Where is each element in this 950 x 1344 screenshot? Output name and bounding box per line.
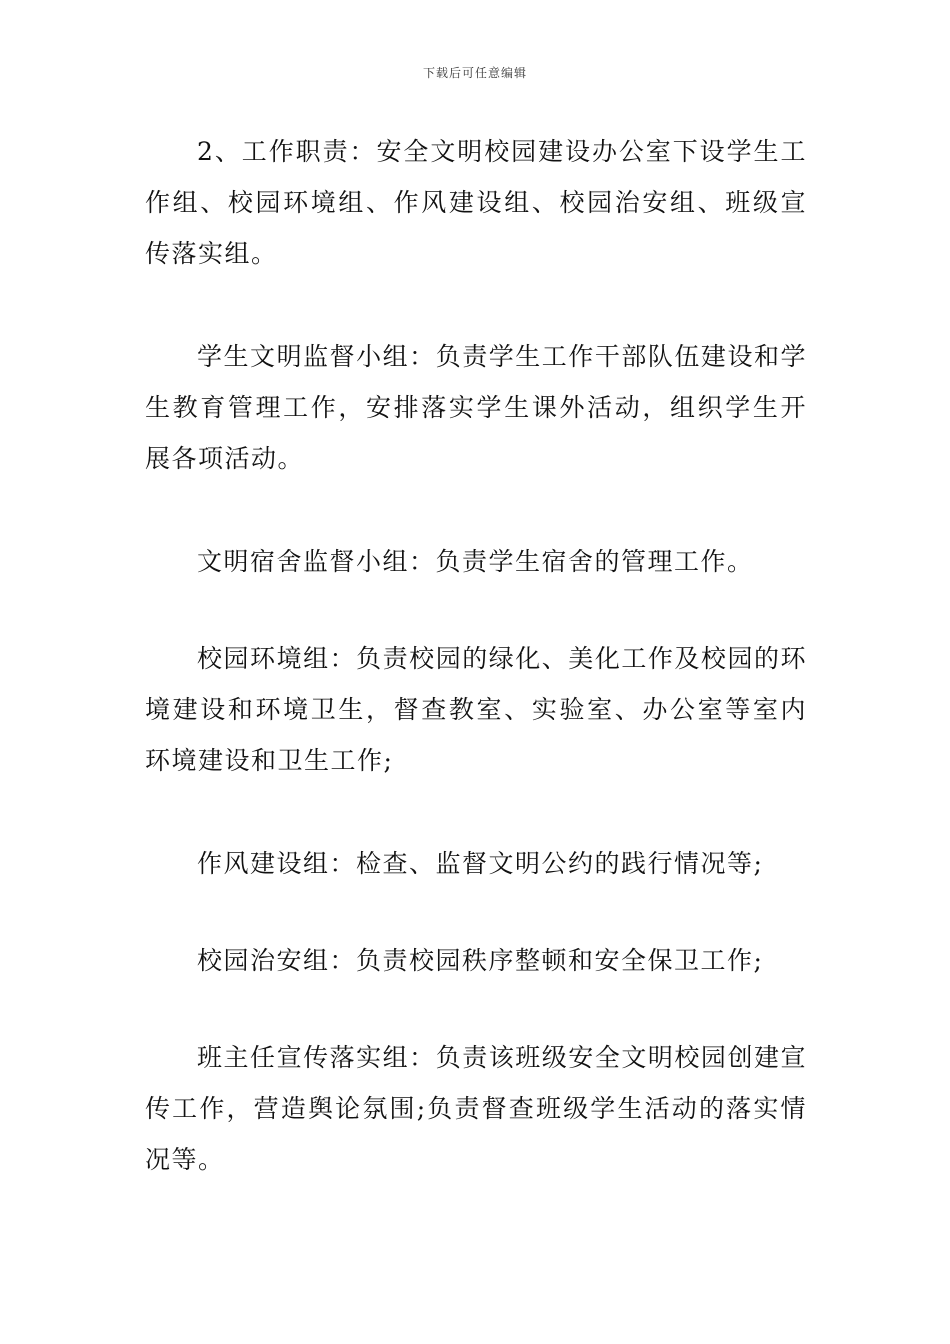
paragraph-dormitory-group: 文明宿舍监督小组：负责学生宿舍的管理工作。 <box>197 547 754 576</box>
document-body <box>145 126 807 1237</box>
paragraph-campus-environment-group: 校园环境组：负责校园的绿化、美化工作及校园的环境建设和环境卫生，督查教室、实验室、办公室等室内环境建设和卫生工作; <box>145 644 807 775</box>
paragraph-conduct-group: 作风建设组：检查、监督文明公约的践行情况等; <box>197 849 764 878</box>
paragraph-student-civility-group: 学生文明监督小组：负责学生工作干部队伍建设和学生教育管理工作，安排落实学生课外活动，组织学生开展各项活动。 <box>145 342 807 473</box>
page-header-note: 下载后可任意编辑 <box>422 66 527 80</box>
paragraph-security-group: 校园治安组：负责校园秩序整顿和安全保卫工作; <box>197 946 764 975</box>
paragraph-class-publicity-group: 班主任宣传落实组：负责该班级安全文明校园创建宣传工作，营造舆论氛围;负责督查班级学生活动的落实情况等。 <box>145 1043 807 1174</box>
paragraph-duties: 2、工作职责：安全文明校园建设办公室下设学生工作组、校园环境组、作风建设组、校园治安组、班级宣传落实组。 <box>145 137 807 268</box>
